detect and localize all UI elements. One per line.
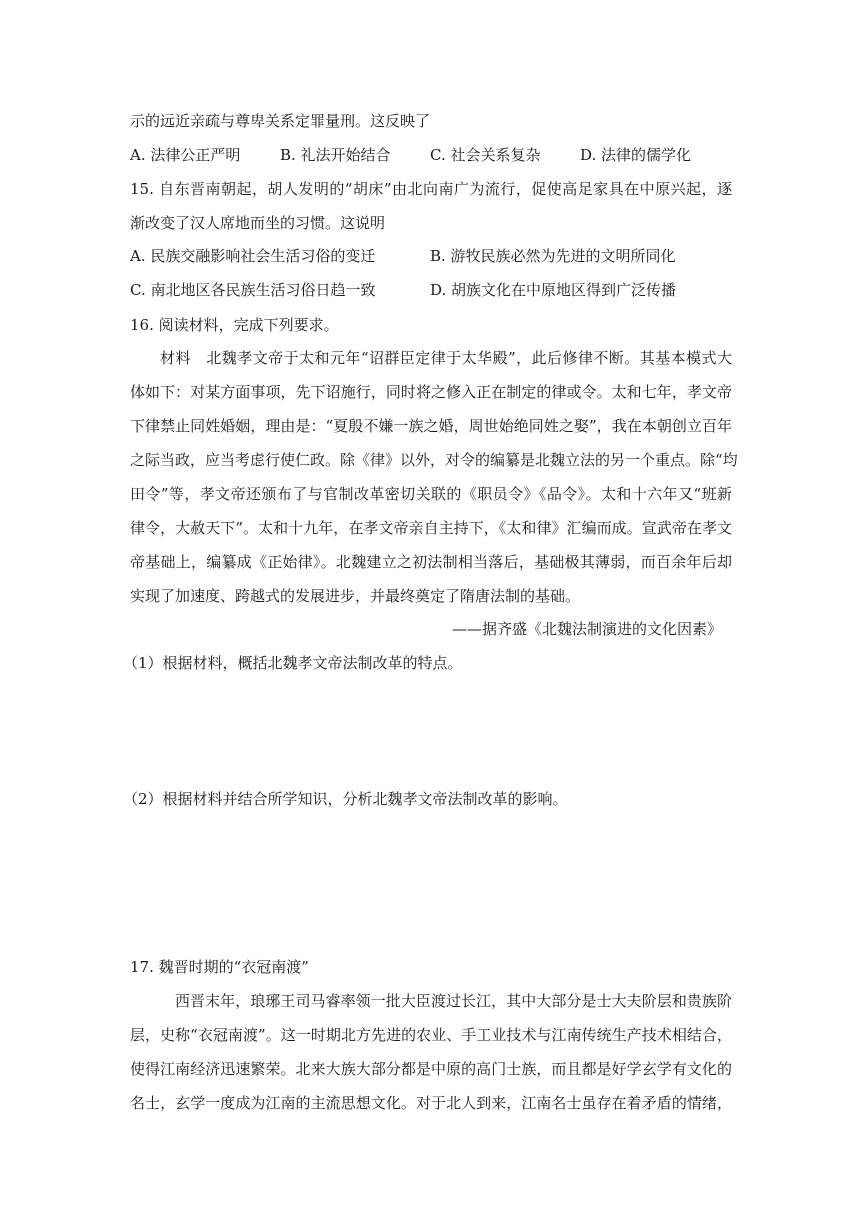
- q16-material-line-7: 帝基础上，编纂成《正始律》。北魏建立之初法制相当落后，基础极其薄弱，而百余年后却: [130, 553, 732, 571]
- q15-option-c: C. 南北地区各民族生活习俗日趋一致: [130, 281, 376, 299]
- q14-stem-end: 示的远近亲疏与尊卑关系定罪量刑。这反映了: [130, 112, 431, 130]
- q16-subquestion-2: （2）根据材料并结合所学知识，分析北魏孝文帝法制改革的影响。: [123, 790, 568, 808]
- q16-material-line-3: 下律禁止同姓婚姻，理由是：“夏殷不嫌一族之婚，周世始绝同姓之娶”，我在本朝创立百年: [130, 417, 732, 435]
- q17-paragraph-line-3: 使得江南经济迅速繁荣。北来大族大部分都是中原的高门士族，而且都是好学玄学有文化的: [130, 1060, 732, 1078]
- q16-material-line-8: 实现了加速度、跨越式的发展进步，并最终奠定了隋唐法制的基础。: [130, 587, 581, 605]
- q14-option-a: A. 法律公正严明: [130, 146, 241, 164]
- q15-stem-line-2: 渐改变了汉人席地而坐的习惯。这说明: [130, 214, 386, 232]
- q15-stem-line-1: 15. 自东晋南朝起，胡人发明的“胡床”由北向南广为流行，促使高足家具在中原兴起，逐: [130, 180, 732, 198]
- q16-material-line-6: 律令，大赦天下”。太和十九年，在孝文帝亲自主持下，《太和律》汇编而成。宣武帝在孝文: [130, 519, 732, 537]
- q17-paragraph-line-1: 西晋末年，琅琊王司马睿率领一批大臣渡过长江，其中大部分是士大夫阶层和贵族阶: [175, 992, 732, 1010]
- q16-subquestion-1: （1）根据材料，概括北魏孝文帝法制改革的特点。: [123, 654, 463, 672]
- q14-option-b: B. 礼法开始结合: [280, 146, 391, 164]
- q16-material-line-4: 之际当政，应当考虑行使仁政。除《律》以外，对令的编纂是北魏立法的另一个重点。除“均: [130, 451, 738, 469]
- q16-source: ——据齐盛《北魏法制演进的文化因素》: [451, 620, 722, 638]
- q16-material-line-2: 体如下：对某方面事项，先下诏施行，同时将之修入正在制定的律或令。太和七年，孝文帝: [130, 383, 732, 401]
- q15-option-d: D. 胡族文化在中原地区得到广泛传播: [430, 281, 677, 299]
- q17-paragraph-line-4: 名士，玄学一度成为江南的主流思想文化。对于北人到来，江南名士虽存在着矛盾的情绪，: [130, 1094, 732, 1112]
- q15-option-b: B. 游牧民族必然为先进的文明所同化: [430, 247, 676, 265]
- q14-option-c: C. 社会关系复杂: [430, 146, 541, 164]
- q16-stem: 16. 阅读材料，完成下列要求。: [130, 316, 339, 334]
- q14-option-d: D. 法律的儒学化: [580, 146, 692, 164]
- q15-option-a: A. 民族交融影响社会生活习俗的变迁: [130, 247, 376, 265]
- q17-title: 17. 魏晋时期的“衣冠南渡”: [130, 958, 309, 976]
- q16-material-line-5: 田令”等，孝文帝还颁布了与官制改革密切关联的《职员令》《品令》。太和十六年又“班新: [130, 485, 732, 503]
- q16-material-line-1: 材料 北魏孝文帝于太和元年“诏群臣定律于太华殿”，此后修律不断。其基本模式大: [160, 349, 732, 367]
- q17-paragraph-line-2: 层，史称“衣冠南渡”。这一时期北方先进的农业、手工业技术与江南传统生产技术相结合，: [130, 1026, 732, 1044]
